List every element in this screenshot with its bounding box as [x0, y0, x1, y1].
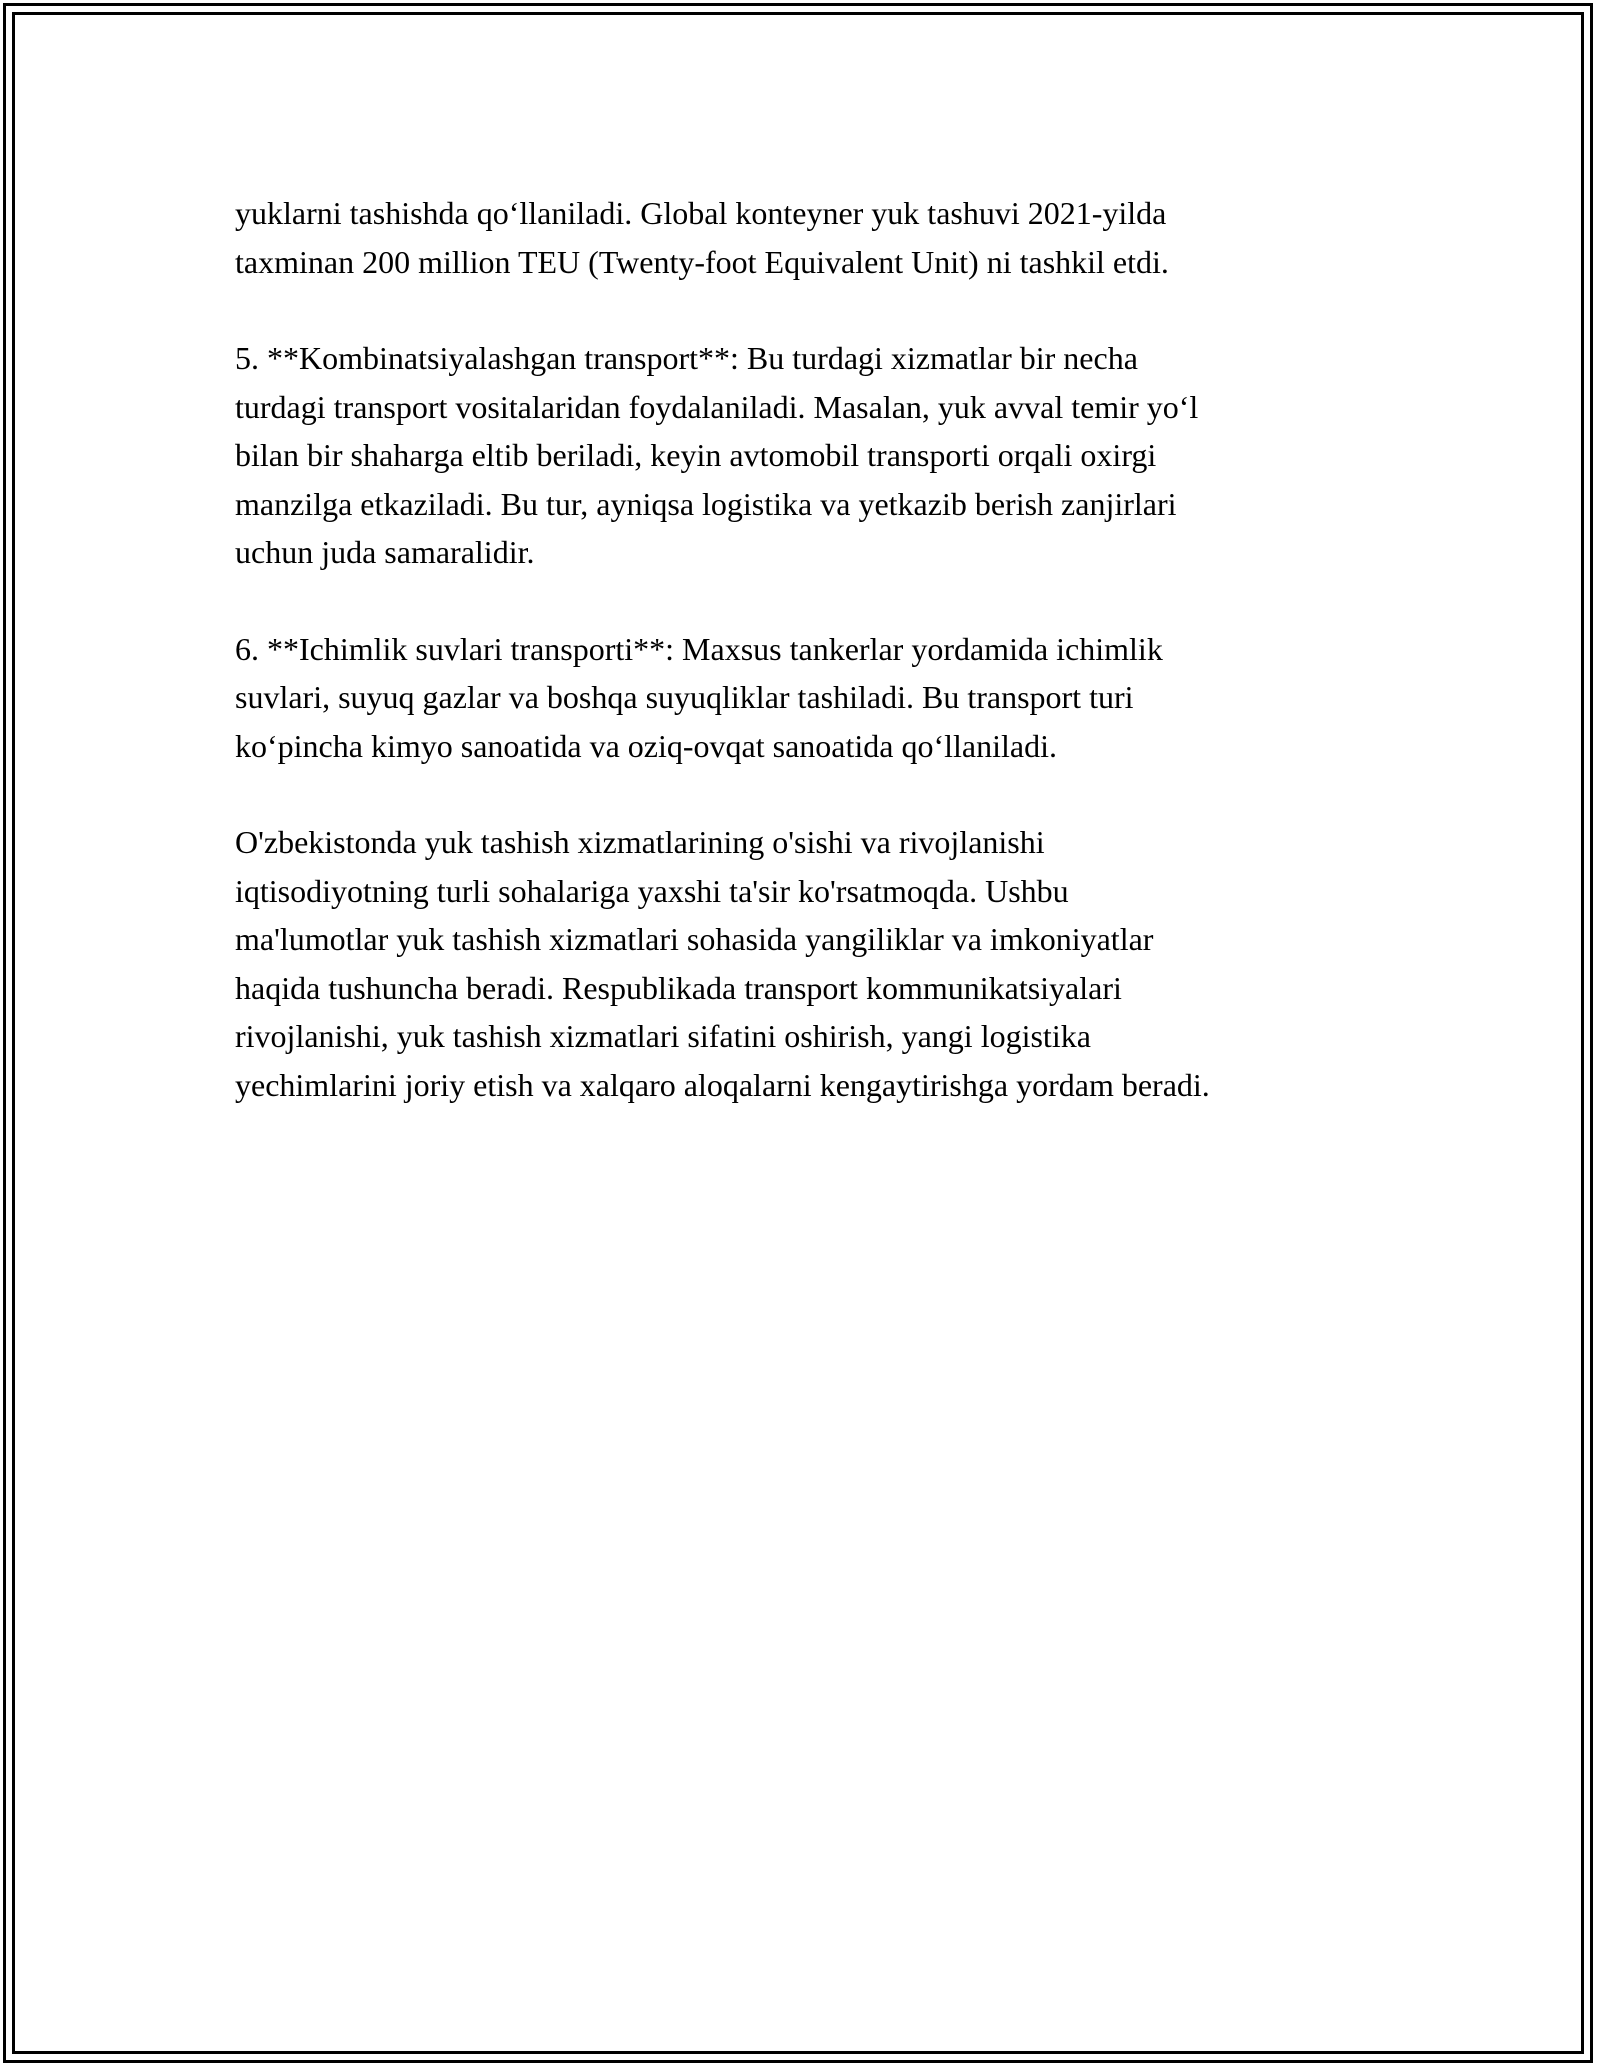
text-line: bilan bir shaharga eltib beriladi, keyin avtomobil transporti orqali oxirgi: [235, 437, 1157, 473]
text-line: 6. **Ichimlik suvlari transporti**: Maxsus tankerlar yordamida ichimlik: [235, 630, 1163, 667]
text-line: ko‘pincha kimyo sanoatida va oziq-ovqat sanoatida qo‘llaniladi.: [235, 727, 1057, 764]
text-line: yechimlarini joriy etish va xalqaro aloqalarni kengaytirishga yordam beradi.: [235, 1066, 1210, 1103]
text-line: haqida tushuncha beradi. Respublikada transport kommunikatsiyalari: [235, 969, 1122, 1006]
text-line: taxminan 200 million TEU (Twenty-foot Equivalent Unit) ni tashkil etdi.: [235, 243, 1169, 280]
text-line: manzilga etkaziladi. Bu tur, ayniqsa logistika va yetkazib berish zanjirlari: [235, 485, 1177, 522]
text-line: turdagi transport vositalaridan foydalaniladi. Masalan, yuk avval temir yo‘l: [235, 388, 1199, 425]
paragraph-container-cargo-intro: [235, 189, 1375, 286]
document-body: [235, 189, 1375, 1157]
text-line: rivojlanishi, yuk tashish xizmatlari sifatini oshirish, yangi logistika: [235, 1018, 1091, 1054]
text-line: 5. **Kombinatsiyalashgan transport**: Bu turdagi xizmatlar bir necha: [235, 340, 1138, 376]
text-line: suvlari, suyuq gazlar va boshqa suyuqliklar tashiladi. Bu transport turi: [235, 679, 1134, 715]
text-line: ma'lumotlar yuk tashish xizmatlari sohasida yangiliklar va imkoniyatlar: [235, 921, 1154, 957]
text-line: uchun juda samaralidir.: [235, 534, 535, 570]
paragraph-conclusion: [235, 818, 1375, 1109]
text-line: yuklarni tashishda qo‘llaniladi. Global konteyner yuk tashuvi 2021-yilda: [235, 195, 1167, 231]
paragraph-liquid-transport: [235, 625, 1375, 771]
text-line: iqtisodiyotning turli sohalariga yaxshi ta'sir ko'rsatmoqda. Ushbu: [235, 872, 1069, 909]
text-line: O'zbekistonda yuk tashish xizmatlarining o'sishi va rivojlanishi: [235, 824, 1045, 860]
paragraph-combined-transport: [235, 334, 1375, 577]
